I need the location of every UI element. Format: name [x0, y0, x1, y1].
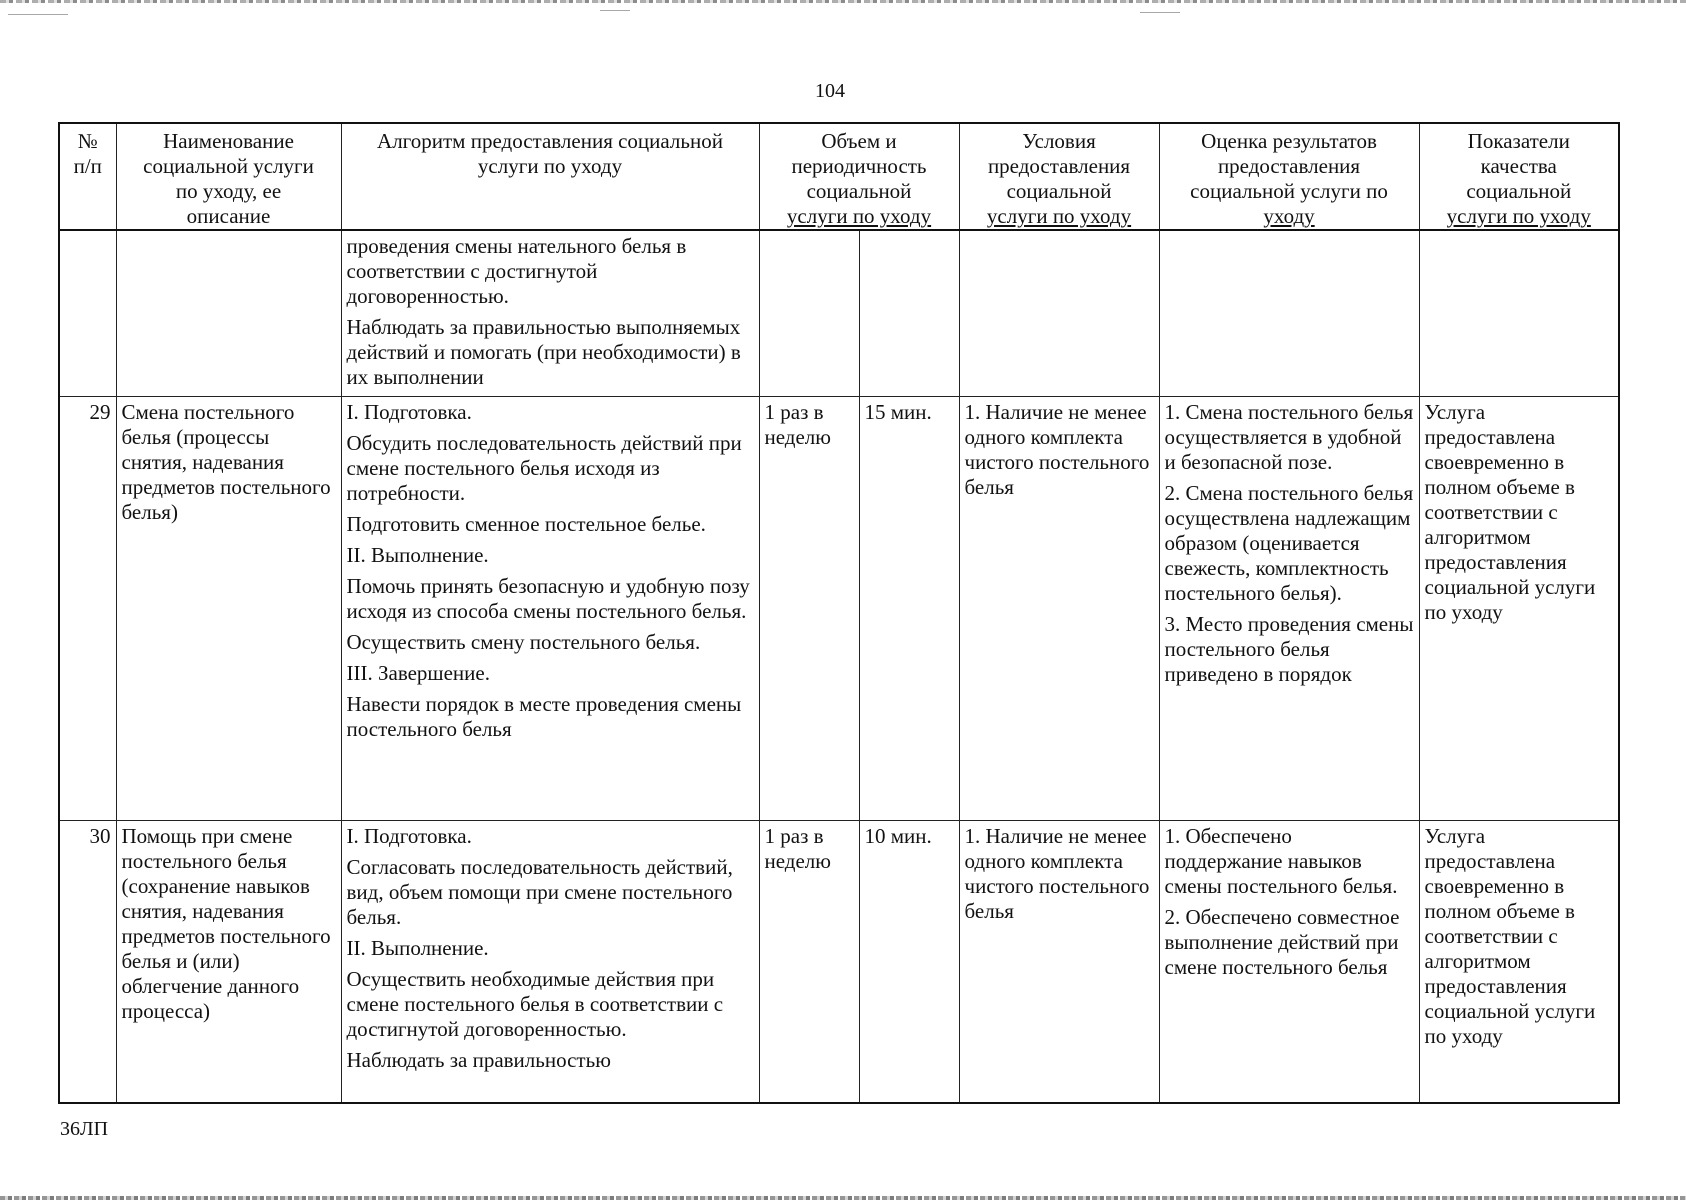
cell-name: Помощь при смене постельного белья (сохранение навыков снятия, надевания предметов постельного белья и (или) облегчение данного процесса): [116, 821, 341, 1103]
page-number: 104: [815, 80, 845, 102]
cell-num: 30: [59, 821, 116, 1103]
header-volume: [759, 123, 959, 230]
algorithm-step: Наблюдать за правильностью: [346, 1048, 611, 1072]
scan-top-edge: [0, 0, 1686, 3]
header-conditions-line: предоставления: [987, 154, 1131, 178]
cell-periodicity: 1 раз в неделю: [759, 821, 859, 1103]
cell-algorithm: [341, 821, 759, 1103]
cell-algorithm: [341, 397, 759, 821]
cell-num: 29: [59, 397, 116, 821]
cell-conditions: 1. Наличие не менее одного комплекта чистого постельного белья: [959, 397, 1159, 821]
cell-quality: [1419, 230, 1619, 397]
header-conditions-line: Условия: [1022, 129, 1096, 153]
header-name-line: Наименование: [163, 129, 294, 153]
algorithm-step: Подготовить сменное постельное белье.: [346, 512, 706, 536]
algorithm-step: Обсудить последовательность действий при смене постельного белья исходя из потребности.: [346, 431, 742, 505]
scan-speck: [600, 10, 630, 11]
table-row-29: [59, 397, 1619, 821]
header-conditions-line: социальной: [1006, 179, 1112, 203]
header-evaluation-line: Оценка результатов: [1201, 129, 1377, 153]
algorithm-step: проведения смены нательного белья в соответствии с достигнутой договоренностью.: [346, 234, 687, 308]
header-evaluation-line: социальной услуги по: [1190, 179, 1388, 203]
header-volume-line: Объем и: [821, 129, 897, 153]
evaluation-item: 1. Смена постельного белья осуществляется в удобной и безопасной позе.: [1164, 400, 1414, 474]
table-row-30: [59, 821, 1619, 1103]
cell-conditions: [959, 230, 1159, 397]
cell-duration: 15 мин.: [859, 397, 959, 821]
algorithm-step: Согласовать последовательность действий, вид, объем помощи при смене постельного белья.: [346, 855, 733, 929]
header-volume-line: услуги по уходу: [786, 204, 932, 228]
services-table: [58, 122, 1620, 1104]
header-name-line: по уходу, ее: [175, 179, 282, 203]
evaluation-item: 3. Место проведения смены постельного белья приведено в порядок: [1164, 612, 1414, 686]
algorithm-step: I. Подготовка.: [346, 824, 472, 848]
header-evaluation-line: предоставления: [1217, 154, 1361, 178]
header-num: [59, 123, 116, 230]
header-row: [59, 123, 1619, 230]
cell-quality: Услуга предоставлена своевременно в полном объеме в соответствии с алгоритмом предоставления социальной услуги по уходу: [1419, 821, 1619, 1103]
cell-duration: 10 мин.: [859, 821, 959, 1103]
header-conditions-line: услуги по уходу: [986, 204, 1132, 228]
cell-num: [59, 230, 116, 397]
cell-algorithm: [341, 230, 759, 397]
header-algorithm-line: Алгоритм предоставления социальной: [377, 129, 723, 153]
algorithm-step: III. Завершение.: [346, 661, 490, 685]
evaluation-item: 2. Обеспечено совместное выполнение действий при смене постельного белья: [1164, 905, 1400, 979]
header-evaluation-line: уходу: [1263, 204, 1315, 228]
header-quality-line: качества: [1480, 154, 1557, 178]
cell-evaluation: [1159, 230, 1419, 397]
cell-name: [116, 230, 341, 397]
algorithm-step: Навести порядок в месте проведения смены постельного белья: [346, 692, 742, 741]
header-name: [116, 123, 341, 230]
cell-evaluation: [1159, 821, 1419, 1103]
header-algorithm: [341, 123, 759, 230]
algorithm-step: Осуществить смену постельного белья.: [346, 630, 701, 654]
header-volume-line: социальной: [806, 179, 912, 203]
header-quality-line: Показатели: [1467, 129, 1570, 153]
scan-bottom-edge: [0, 1196, 1686, 1200]
algorithm-step: II. Выполнение.: [346, 936, 489, 960]
evaluation-item: 2. Смена постельного белья осуществлена надлежащим образом (оценивается свежесть, комплектность постельного белья).: [1164, 481, 1414, 605]
header-algorithm-line: услуги по уходу: [477, 154, 623, 178]
algorithm-step: Осуществить необходимые действия при смене постельного белья в соответствии с достигнутой договоренностью.: [346, 967, 724, 1041]
cell-quality: Услуга предоставлена своевременно в полном объеме в соответствии с алгоритмом предоставления социальной услуги по уходу: [1419, 397, 1619, 821]
algorithm-step: Помочь принять безопасную и удобную позу исходя из способа смены постельного белья.: [346, 574, 750, 623]
evaluation-item: 1. Обеспечено поддержание навыков смены постельного белья.: [1164, 824, 1398, 898]
scan-speck: [8, 14, 68, 15]
scan-speck: [1140, 12, 1180, 13]
algorithm-step: I. Подготовка.: [346, 400, 472, 424]
header-quality-line: услуги по уходу: [1446, 204, 1591, 228]
header-quality-line: социальной: [1466, 179, 1572, 203]
algorithm-step: Наблюдать за правильностью выполняемых действий и помогать (при необходимости) в их выполнении: [346, 315, 741, 389]
algorithm-step: II. Выполнение.: [346, 543, 489, 567]
header-evaluation: [1159, 123, 1419, 230]
header-name-line: социальной услуги: [143, 154, 314, 178]
cell-periodicity: 1 раз в неделю: [759, 397, 859, 821]
cell-periodicity: [759, 230, 859, 397]
cell-name: Смена постельного белья (процессы снятия, надевания предметов постельного белья): [116, 397, 341, 821]
cell-duration: [859, 230, 959, 397]
header-conditions: [959, 123, 1159, 230]
document-code: 36ЛП: [60, 1118, 109, 1140]
header-num-line: №: [77, 129, 98, 153]
header-num-line: п/п: [73, 154, 102, 178]
cell-conditions: 1. Наличие не менее одного комплекта чистого постельного белья: [959, 821, 1159, 1103]
header-volume-line: периодичность: [791, 154, 927, 178]
header-quality: [1419, 123, 1619, 230]
header-name-line: описание: [186, 204, 271, 228]
table-row-continuation: [59, 230, 1619, 397]
cell-evaluation: [1159, 397, 1419, 821]
